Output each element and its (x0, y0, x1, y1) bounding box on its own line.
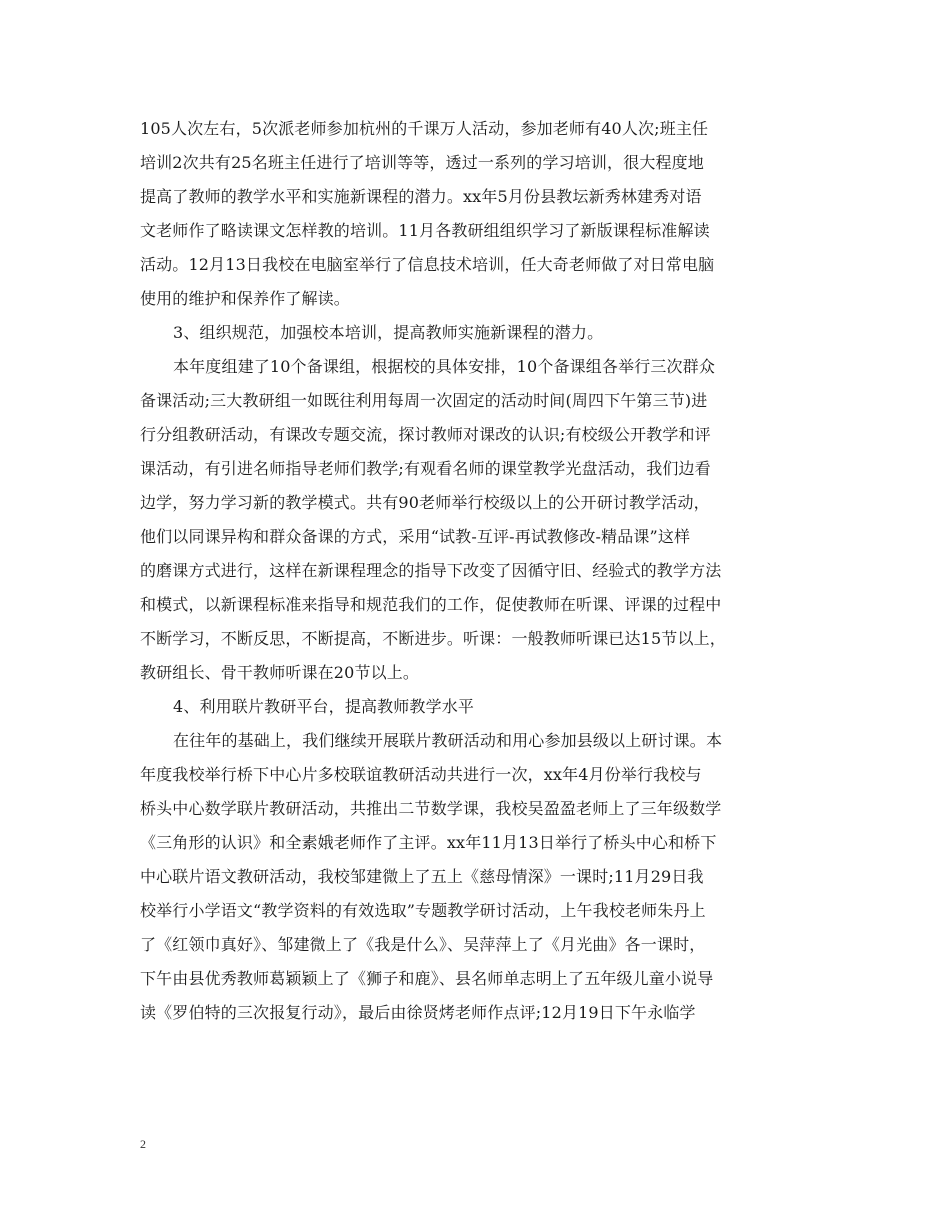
text-line: 《三角形的认识》和全素娥老师作了主评。xx年11月13日举行了桥头中心和桥下 (140, 833, 717, 852)
document-body (140, 112, 830, 1030)
page-number: 2 (140, 1137, 146, 1151)
text-line: 教研组长、骨干教师听课在20节以上。 (140, 663, 420, 682)
text-line: 课活动，有引进名师指导老师们教学;有观看名师的课堂教学光盘活动，我们边看 (140, 459, 711, 478)
text-line: 培训2次共有25名班主任进行了培训等等，透过一系列的学习培训，很大程度地 (140, 153, 704, 172)
text-line: 校举行小学语文“教学资料的有效选取”专题教学研讨活动，上午我校老师朱丹上 (140, 901, 706, 920)
text-line: 行分组教研活动，有课改专题交流，探讨教师对课改的认识;有校级公开教学和评 (140, 425, 711, 444)
text-line: 105人次左右，5次派老师参加杭州的千课万人活动，参加老师有40人次;班主任 (140, 119, 709, 138)
text-line: 文老师作了略读课文怎样教的培训。11月各教研组组织学习了新版课程标准解读 (140, 221, 710, 240)
text-line: 本年度组建了10个备课组，根据校的具体安排，10个备课组各举行三次群众 (173, 357, 715, 376)
text-line: 4、利用联片教研平台，提高教师教学水平 (173, 697, 475, 716)
text-line: 在往年的基础上，我们继续开展联片教研活动和用心参加县级以上研讨课。本 (173, 731, 723, 750)
text-line: 提高了教师的教学水平和实施新课程的潜力。xx年5月份县教坛新秀林建秀对语 (140, 187, 702, 206)
text-line: 他们以同课异构和群众备课的方式，采用“试教-互评-再试教修改-精品课”这样 (140, 527, 691, 546)
text-line: 活动。12月13日我校在电脑室举行了信息技术培训，任大奇老师做了对日常电脑 (140, 255, 715, 274)
text-line: 和模式，以新课程标准来指导和规范我们的工作，促使教师在听课、评课的过程中 (140, 595, 722, 614)
text-line: 不断学习，不断反思，不断提高，不断进步。听课：一般教师听课已达15节以上， (140, 629, 726, 648)
text-line: 桥头中心数学联片教研活动，共推出二节数学课，我校吴盈盈老师上了三年级数学 (140, 799, 722, 818)
text-line: 读《罗伯特的三次报复行动》，最后由徐贤烤老师作点评;12月19日下午永临学 (140, 1003, 696, 1022)
text-line: 的磨课方式进行，这样在新课程理念的指导下改变了因循守旧、经验式的教学方法 (140, 561, 722, 580)
text-line: 3、组织规范，加强校本培训，提高教师实施新课程的潜力。 (173, 323, 604, 342)
text-line: 年度我校举行桥下中心片多校联谊教研活动共进行一次，xx年4月份举行我校与 (140, 765, 702, 784)
text-line: 使用的维护和保养作了解读。 (140, 289, 350, 308)
text-line: 备课活动;三大教研组一如既往利用每周一次固定的活动时间(周四下午第三节)进 (140, 391, 708, 410)
text-line: 了《红领巾真好》、邹建微上了《我是什么》、吴萍萍上了《月光曲》各一课时， (140, 935, 706, 954)
text-line: 下午由县优秀教师葛颖颖上了《狮子和鹿》、县名师单志明上了五年级儿童小说导 (140, 969, 714, 988)
text-line: 边学，努力学习新的教学模式。共有90老师举行校级以上的公开研讨教学活动， (140, 493, 710, 512)
text-line: 中心联片语文教研活动，我校邹建微上了五上《慈母情深》一课时;11月29日我 (140, 867, 704, 886)
